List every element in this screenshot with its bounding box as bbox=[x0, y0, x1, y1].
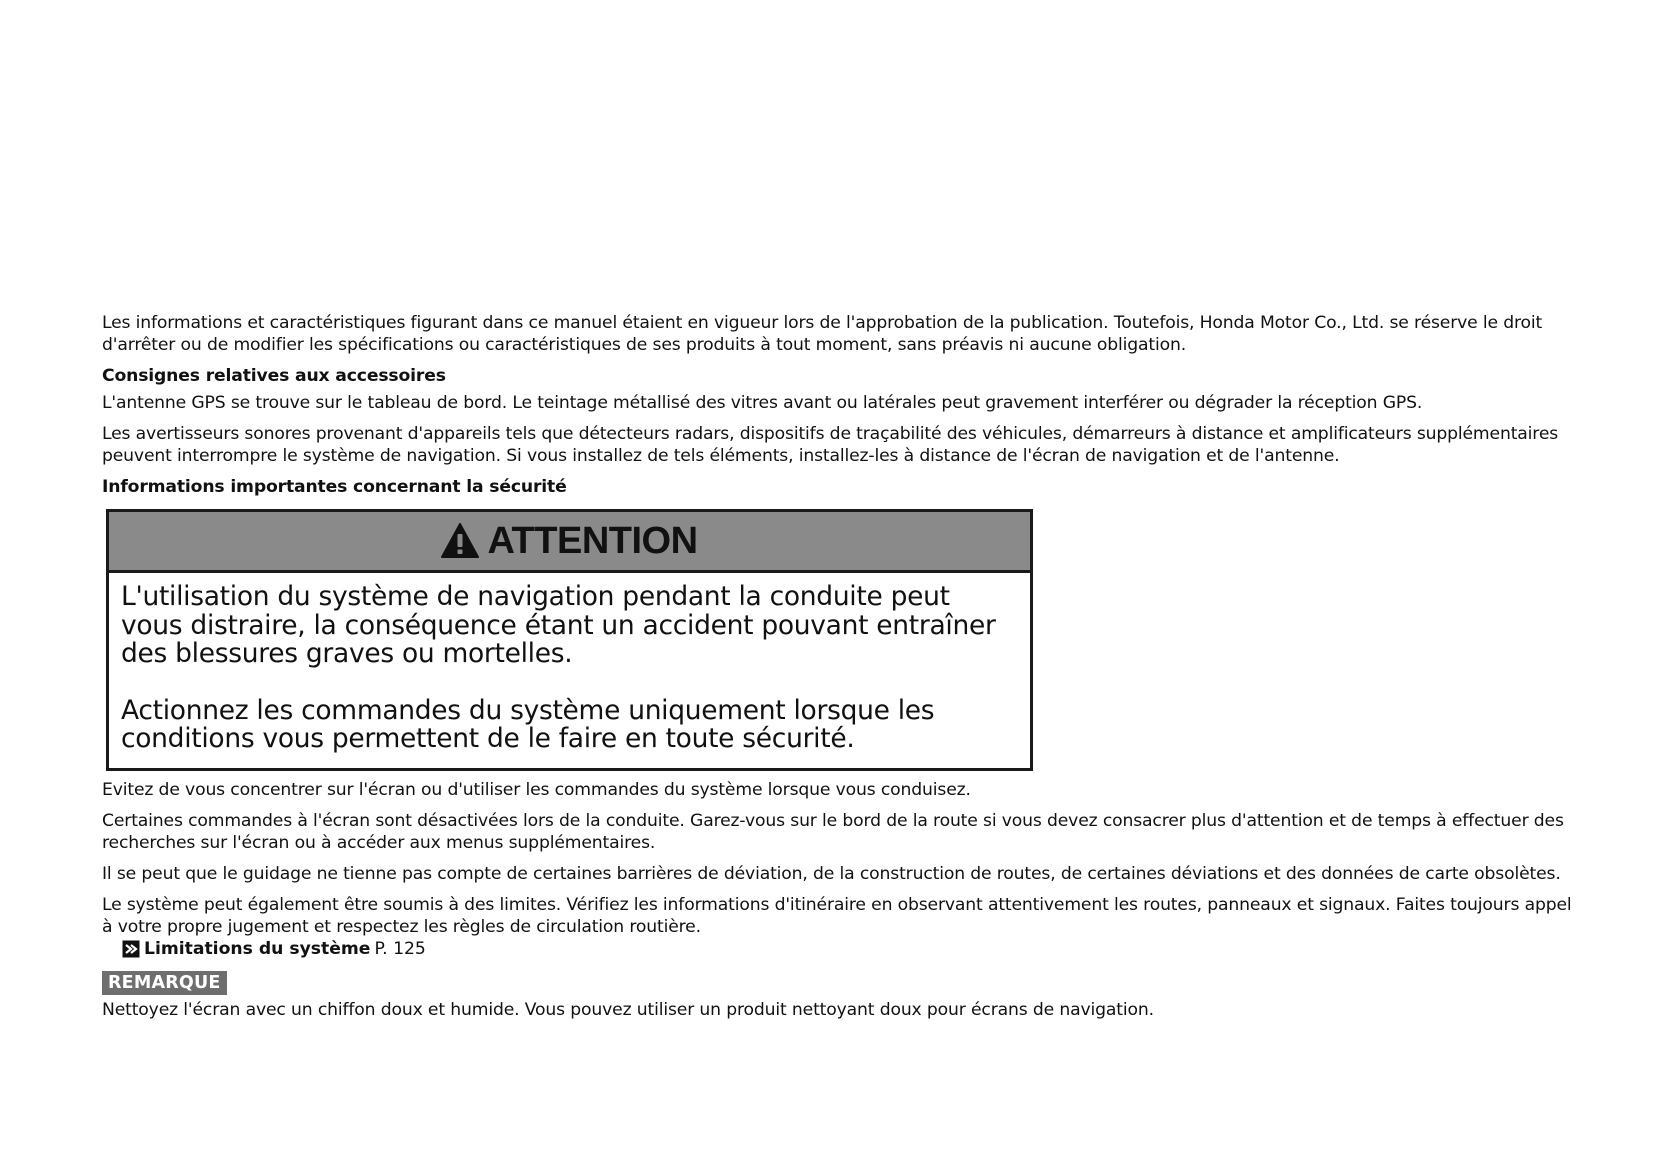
safety-paragraph-disabled-controls: Certaines commandes à l'écran sont désactivées lors de la conduite. Garez-vous sur le bord de la route si vous devez consacrer plus d'attention et de temps à effectuer des recherches sur l'écran ou à accéder aux menus supplémentaires. bbox=[102, 810, 1564, 853]
accessories-heading: Consignes relatives aux accessoires bbox=[102, 366, 446, 386]
manual-page-content bbox=[102, 312, 1572, 1030]
attention-paragraph-distraction: L'utilisation du système de navigation pendant la conduite peut vous distraire, la conséquence étant un accident pouvant entraîner des blessures graves ou mortelles. bbox=[121, 581, 996, 669]
attention-body bbox=[109, 573, 1030, 768]
safety-paragraph-guidance: Il se peut que le guidage ne tienne pas compte de certaines barrières de déviation, de la construction de routes, de certaines déviations et des données de carte obsolètes. bbox=[102, 863, 1561, 884]
intro-paragraph: Les informations et caractéristiques figurant dans ce manuel étaient en vigueur lors de l'approbation de la publication. Toutefois, Honda Motor Co., Ltd. se réserve le droit d'arrêter ou de modifier les spécifications ou caractéristiques de ses produits à tout moment, sans préavis ni aucune obligation. bbox=[102, 313, 1543, 355]
attention-header bbox=[109, 512, 1030, 573]
safety-paragraph-limits: Le système peut également être soumis à des limites. Vérifiez les informations d'itinéraire en observant attentivement les routes, panneaux et signaux. Faites toujours appel à votre propre jugement et respectez les règles de circulation routière. bbox=[102, 894, 1572, 937]
safety-paragraph-focus: Evitez de vous concentrer sur l'écran ou d'utiliser les commandes du système lorsque vous conduisez. bbox=[102, 779, 971, 800]
note-badge: REMARQUE bbox=[102, 971, 227, 995]
note-paragraph: Nettoyez l'écran avec un chiffon doux et humide. Vous pouvez utiliser un produit nettoyant doux pour écrans de navigation. bbox=[102, 999, 1154, 1020]
accessories-paragraph-devices: Les avertisseurs sonores provenant d'appareils tels que détecteurs radars, dispositifs de traçabilité des véhicules, démarreurs à distance et amplificateurs supplémentaires peuvent interrompre le système de navigation. Si vous installez de tels éléments, installez-les à distance de l'écran de navigation et de l'antenne. bbox=[102, 424, 1559, 466]
accessories-paragraph-gps: L'antenne GPS se trouve sur le tableau de bord. Le teintage métallisé des vitres avant ou latérales peut gravement interférer ou dégrader la réception GPS. bbox=[102, 393, 1423, 413]
safety-heading: Informations importantes concernant la sécurité bbox=[102, 477, 567, 497]
system-limitations-reference[interactable] bbox=[122, 938, 1572, 960]
reference-title: Limitations du système bbox=[144, 938, 371, 959]
warning-triangle-icon bbox=[441, 523, 479, 559]
attention-title: ATTENTION bbox=[487, 519, 698, 562]
reference-page: P. 125 bbox=[374, 938, 426, 959]
attention-warning-box bbox=[106, 509, 1033, 771]
arrow-reference-icon bbox=[122, 940, 140, 958]
attention-paragraph-operate: Actionnez les commandes du système uniquement lorsque les conditions vous permettent de le faire en toute sécurité. bbox=[121, 694, 935, 754]
